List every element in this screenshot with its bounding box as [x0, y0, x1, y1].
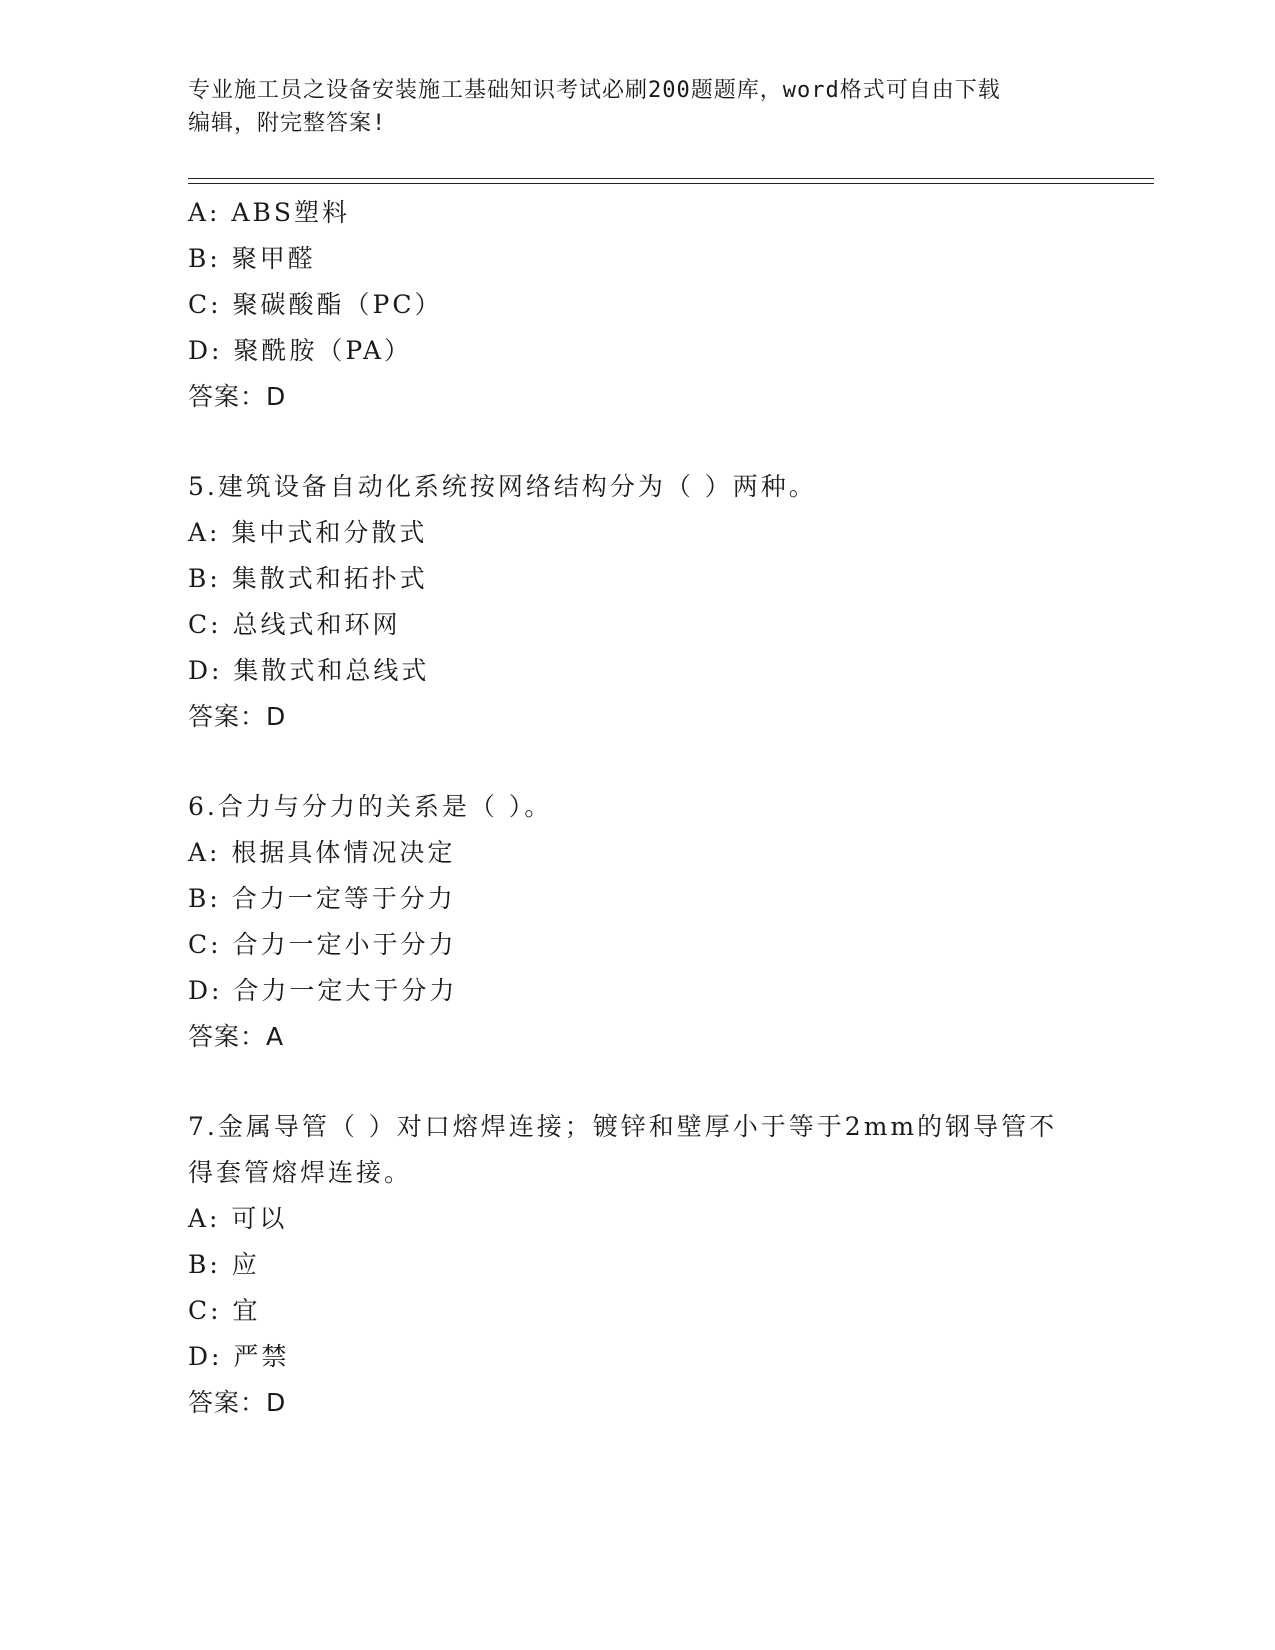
- question-4-option-d: D: 聚酰胺（PA）: [188, 336, 412, 365]
- question-7-option-a: A: 可以: [188, 1204, 288, 1233]
- spacer: [188, 420, 1088, 464]
- question-5-text: 5.建筑设备自动化系统按网络结构分为（ ）两种。: [188, 472, 817, 501]
- question-5-option-d: D: 集散式和总线式: [188, 656, 430, 685]
- header-line-2: 编辑，附完整答案!: [188, 111, 387, 136]
- question-6-answer: 答案：A: [188, 1022, 285, 1051]
- header-line-1: 专业施工员之设备安装施工基础知识考试必刷200题题库，word格式可自由下载: [188, 78, 1001, 103]
- question-7-answer: 答案：D: [188, 1388, 287, 1417]
- question-6-option-c: C: 合力一定小于分力: [188, 930, 457, 959]
- question-7-text-line-2: 得套管熔焊连接。: [188, 1158, 413, 1187]
- question-7-option-b: B: 应: [188, 1250, 260, 1279]
- header-divider-top: [188, 178, 1154, 179]
- question-7-option-c: C: 宜: [188, 1296, 261, 1325]
- question-4-option-c: C: 聚碳酸酯（PC）: [188, 290, 443, 319]
- question-5-answer: 答案：D: [188, 702, 287, 731]
- question-list: [188, 190, 1088, 1426]
- spacer: [188, 740, 1088, 784]
- question-5-option-b: B: 集散式和拓扑式: [188, 564, 428, 593]
- question-6-option-a: A: 根据具体情况决定: [188, 838, 456, 867]
- question-4-block: [188, 190, 1088, 420]
- document-header: [188, 74, 1088, 140]
- header-divider-bottom: [188, 183, 1154, 184]
- question-4-option-a: A: ABS塑料: [188, 198, 350, 227]
- question-6-block: [188, 784, 1088, 1060]
- question-7-block: [188, 1104, 1088, 1426]
- question-6-text: 6.合力与分力的关系是（ ）。: [188, 792, 553, 821]
- question-7-text-line-1: 7.金属导管（ ）对口熔焊连接；镀锌和壁厚小于等于2mm的钢导管不: [188, 1112, 1058, 1141]
- question-4-option-b: B: 聚甲醛: [188, 244, 316, 273]
- question-6-option-b: B: 合力一定等于分力: [188, 884, 456, 913]
- question-7-option-d: D: 严禁: [188, 1342, 290, 1371]
- question-4-answer: 答案：D: [188, 382, 287, 411]
- question-5-option-c: C: 总线式和环网: [188, 610, 401, 639]
- question-6-option-d: D: 合力一定大于分力: [188, 976, 458, 1005]
- spacer: [188, 1060, 1088, 1104]
- question-5-block: [188, 464, 1088, 740]
- question-5-option-a: A: 集中式和分散式: [188, 518, 428, 547]
